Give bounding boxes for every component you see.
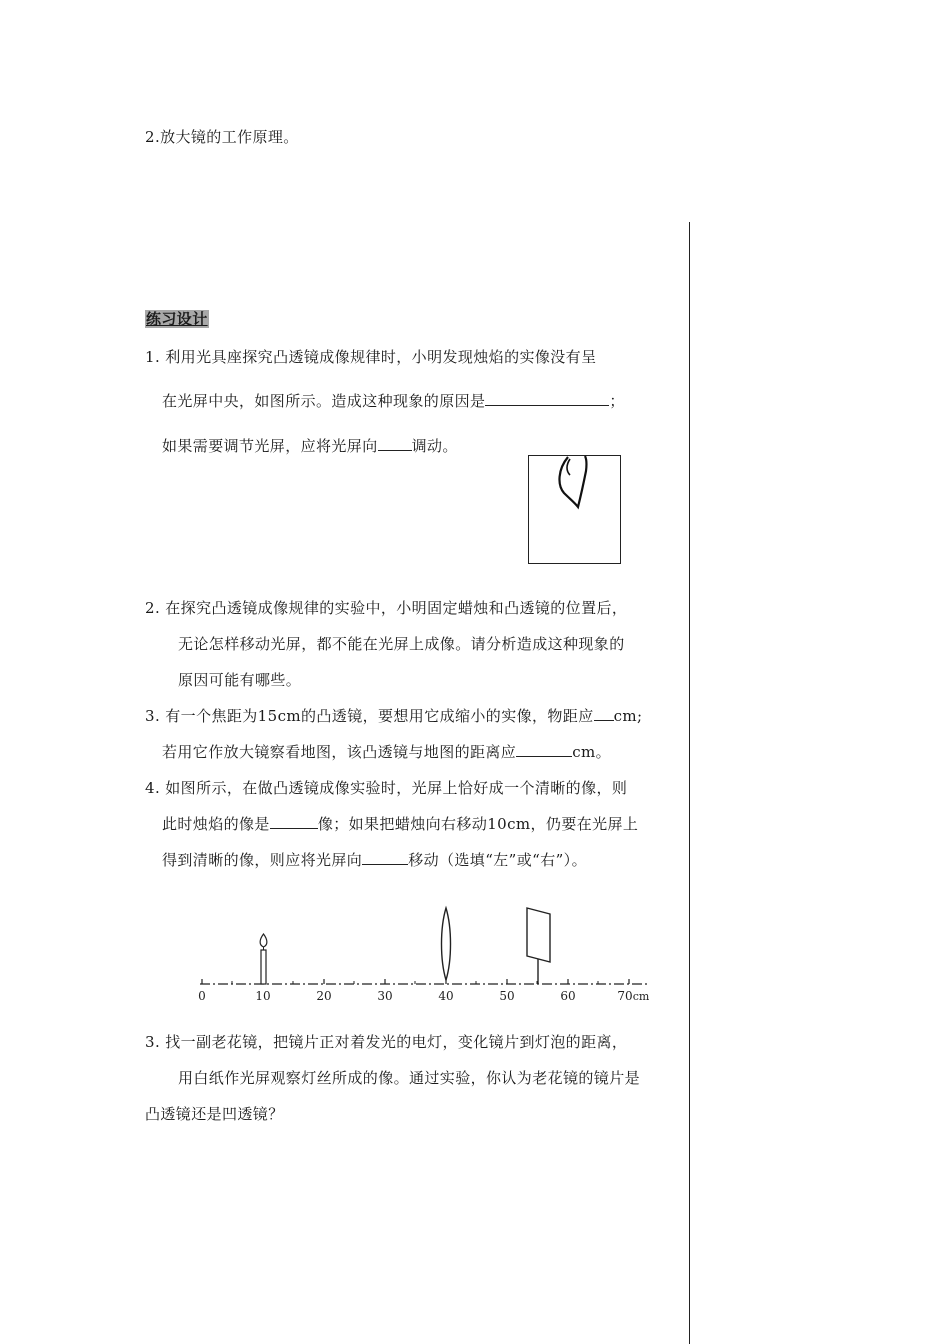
q4-line-3-rest: 移动（选填“左”或“右”）。: [408, 851, 587, 869]
section-title: 练习设计: [146, 310, 208, 328]
tick-label-20: 20: [316, 989, 332, 1003]
candle-flame-icon: [260, 934, 267, 947]
q2-line-3: 原因可能有哪些。: [178, 671, 302, 689]
tick-label-70: 70: [617, 989, 633, 1003]
tick-label-40: 40: [438, 989, 454, 1003]
candle-icon: [260, 934, 267, 984]
q5-line-2: 用白纸作光屏观察灯丝所成的像。通过实验，你认为老花镜的镜片是: [178, 1069, 641, 1087]
q4-answer-blank-screen-direction[interactable]: [362, 850, 408, 865]
q4-line-2-text: 此时烛焰的像是: [162, 815, 270, 833]
q3-answer-blank-object-distance[interactable]: [594, 706, 614, 721]
bench-unit-label: cm: [632, 990, 650, 1003]
q4-line-3-text: 得到清晰的像，则应将光屏向: [162, 851, 363, 869]
q1-line-3-text: 如果需要调节光屏，应将光屏向: [162, 437, 378, 455]
q1-line-2-end: ；: [609, 392, 625, 410]
q2-line-2: 无论怎样移动光屏，都不能在光屏上成像。请分析造成这种现象的: [178, 635, 625, 653]
q4-line-3: [162, 850, 587, 870]
screen-flame-figure: [528, 455, 622, 565]
q4-line-2-rest: 像；如果把蜡烛向右移动10cm，仍要在光屏上: [317, 815, 639, 833]
q1-line-2-text: 在光屏中央，如图所示。造成这种现象的原因是: [162, 392, 486, 410]
q4-answer-blank-image-type[interactable]: [270, 814, 318, 829]
q1-line-2: [162, 391, 625, 411]
tick-label-0: 0: [198, 989, 206, 1003]
section-heading: [145, 309, 209, 329]
q1-answer-blank-direction[interactable]: [378, 436, 412, 451]
bench-tick-labels: [198, 989, 650, 1003]
tick-label-30: 30: [377, 989, 393, 1003]
q5-line-3: 凸透镜还是凹透镜？: [145, 1105, 284, 1123]
tick-label-60: 60: [560, 989, 576, 1003]
q3-answer-blank-lens-distance[interactable]: [516, 742, 572, 757]
optical-bench-figure: [190, 900, 660, 1010]
light-screen-icon: [527, 908, 550, 984]
tick-label-50: 50: [499, 989, 515, 1003]
q3-line-1-unit: cm;: [613, 707, 643, 725]
q2-line-1: 2. 在探究凸透镜成像规律的实验中，小明固定蜡烛和凸透镜的位置后，: [145, 599, 628, 617]
q1-line-1: 1. 利用光具座探究凸透镜成像规律时，小明发现烛焰的实像没有呈: [145, 348, 597, 366]
question-magnifier-principle: 2.放大镜的工作原理。: [145, 128, 299, 146]
q1-answer-blank-reason[interactable]: [485, 391, 609, 406]
q3-line-1: [145, 706, 642, 726]
q1-line-3: [162, 436, 458, 456]
q3-line-2-unit: cm。: [572, 743, 612, 761]
q1-line-3-end: 调动。: [411, 437, 458, 455]
q4-line-2: [162, 814, 638, 834]
q4-line-1: 4. 如图所示，在做凸透镜成像实验时，光屏上恰好成一个清晰的像，则: [145, 779, 628, 797]
tick-label-10: 10: [255, 989, 271, 1003]
q3-line-2: [162, 742, 611, 762]
convex-lens-icon: [442, 908, 451, 980]
q5-line-1: 3. 找一副老花镜，把镜片正对着发光的电灯，变化镜片到灯泡的距离，: [145, 1033, 628, 1051]
q3-line-1-text: 3. 有一个焦距为15cm的凸透镜，要想用它成缩小的实像，物距应: [145, 707, 594, 725]
q3-line-2-text: 若用它作放大镜察看地图，该凸透镜与地图的距离应: [162, 743, 517, 761]
page-divider-line: [689, 222, 690, 1344]
light-screen-frame: [529, 456, 621, 564]
